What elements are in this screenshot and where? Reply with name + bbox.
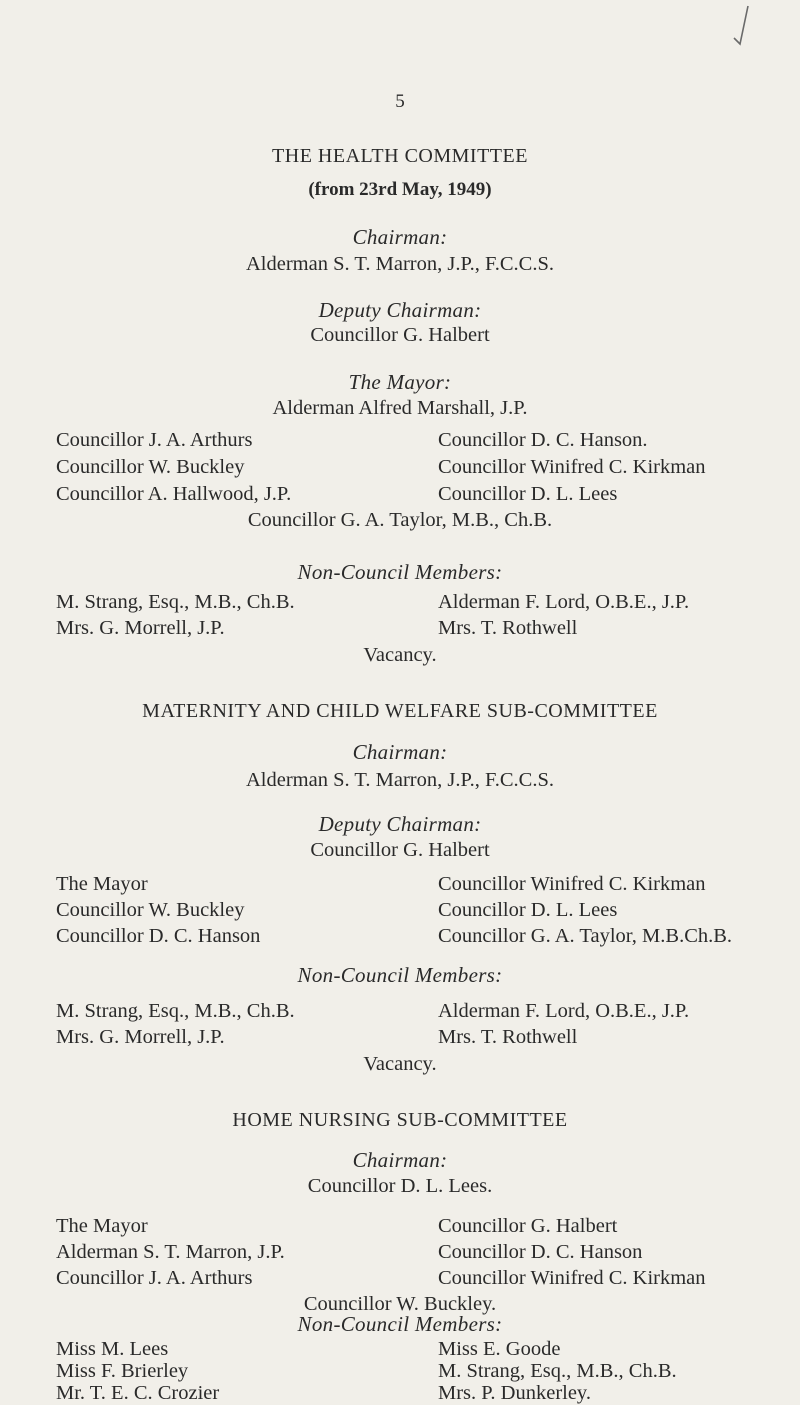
nursing-noncouncil-member: Mr. T. E. C. Crozier [56,1382,220,1404]
maternity-noncouncil-member: Vacancy. [363,1053,437,1075]
maternity-chairman: Alderman S. T. Marron, J.P., F.C.C.S. [246,769,554,791]
maternity-noncouncil-label: Non-Council Members: [297,963,503,987]
nursing-member: Councillor G. Halbert [438,1215,618,1237]
health-noncouncil-member: Vacancy. [363,644,437,666]
nursing-noncouncil-label: Non-Council Members: [297,1312,503,1336]
health-member: Councillor J. A. Arthurs [56,429,253,451]
maternity-member: Councillor D. C. Hanson [56,925,261,947]
health-deputy: Councillor G. Halbert [310,324,490,346]
health-member: Councillor D. C. Hanson. [438,429,648,451]
maternity-noncouncil-member: M. Strang, Esq., M.B., Ch.B. [56,1000,295,1022]
health-chairman: Alderman S. T. Marron, J.P., F.C.C.S. [246,253,554,275]
health-deputy-label: Deputy Chairman: [318,298,482,322]
nursing-chairman: Councillor D. L. Lees. [307,1175,493,1197]
nursing-member: Councillor Winifred C. Kirkman [438,1267,706,1289]
health-member: Councillor D. L. Lees [438,483,618,505]
health-noncouncil-member: Mrs. G. Morrell, J.P. [56,617,225,639]
maternity-member: Councillor G. A. Taylor, M.B.Ch.B. [438,925,733,947]
maternity-noncouncil-member: Mrs. G. Morrell, J.P. [56,1026,225,1048]
maternity-chairman-label: Chairman: [352,740,448,764]
maternity-member: The Mayor [56,873,148,895]
health-member: Councillor A. Hallwood, J.P. [56,483,292,505]
nursing-noncouncil-member: Miss E. Goode [438,1338,561,1360]
nursing-title: HOME NURSING SUB-COMMITTEE [232,1109,568,1131]
health-member: Councillor W. Buckley [56,456,245,478]
nursing-member: The Mayor [56,1215,148,1237]
maternity-noncouncil-member: Alderman F. Lord, O.B.E., J.P. [438,1000,690,1022]
health-mayor-label: The Mayor: [348,370,452,394]
health-noncouncil-member: Alderman F. Lord, O.B.E., J.P. [438,591,690,613]
health-chairman-label: Chairman: [352,225,448,249]
nursing-member: Alderman S. T. Marron, J.P. [56,1241,285,1263]
nursing-noncouncil-member: Miss F. Brierley [56,1360,189,1382]
health-committee-date: (from 23rd May, 1949) [308,179,492,200]
health-noncouncil-member: M. Strang, Esq., M.B., Ch.B. [56,591,295,613]
maternity-deputy-label: Deputy Chairman: [318,812,482,836]
maternity-member: Councillor D. L. Lees [438,899,618,921]
health-member: Councillor G. A. Taylor, M.B., Ch.B. [247,509,553,531]
nursing-noncouncil-member: Miss M. Lees [56,1338,169,1360]
pencil-tick-mark [732,4,752,48]
nursing-member: Councillor J. A. Arthurs [56,1267,253,1289]
maternity-member: Councillor W. Buckley [56,899,245,921]
health-noncouncil-label: Non-Council Members: [297,560,503,584]
nursing-chairman-label: Chairman: [352,1148,448,1172]
nursing-noncouncil-member: M. Strang, Esq., M.B., Ch.B. [438,1360,677,1382]
maternity-title: MATERNITY AND CHILD WELFARE SUB-COMMITTEE [142,700,658,722]
health-committee-title: THE HEALTH COMMITTEE [272,145,528,167]
health-member: Councillor Winifred C. Kirkman [438,456,706,478]
nursing-member: Councillor D. C. Hanson [438,1241,643,1263]
health-noncouncil-member: Mrs. T. Rothwell [438,617,578,639]
maternity-noncouncil-member: Mrs. T. Rothwell [438,1026,578,1048]
nursing-noncouncil-member: Mrs. P. Dunkerley. [438,1382,591,1404]
page-number: 5 [395,91,405,112]
maternity-member: Councillor Winifred C. Kirkman [438,873,706,895]
nursing-member: Councillor W. Buckley. [303,1293,497,1315]
maternity-deputy: Councillor G. Halbert [310,839,490,861]
health-mayor: Alderman Alfred Marshall, J.P. [272,397,528,419]
